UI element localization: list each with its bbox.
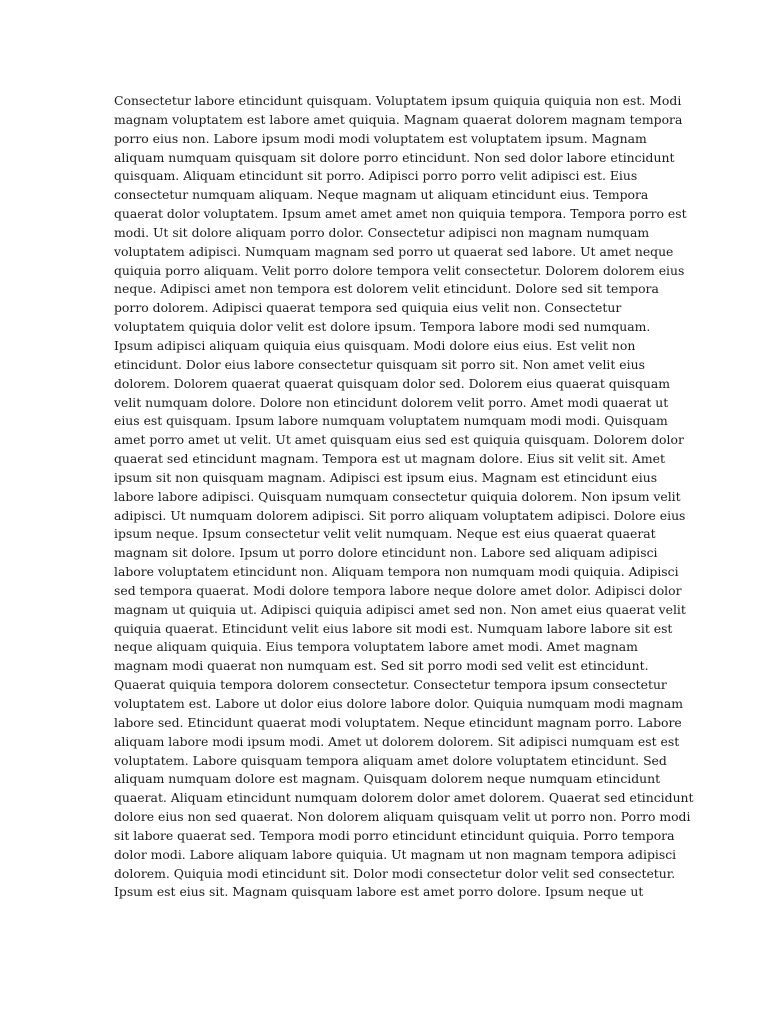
text-line: quiquia quaerat. Etincidunt velit eius labore sit modi est. Numquam labore labore sit est — [114, 620, 673, 636]
text-line: magnam ut quiquia ut. Adipisci quiquia adipisci amet sed non. Non amet eius quaerat velit — [114, 601, 686, 617]
text-line: voluptatem. Labore quisquam tempora aliquam amet dolore voluptatem etincidunt. Sed — [114, 752, 667, 768]
text-line: quaerat. Aliquam etincidunt numquam dolorem dolor amet dolorem. Quaerat sed etincidunt — [114, 790, 694, 806]
text-line: labore voluptatem etincidunt non. Aliquam tempora non numquam modi quiquia. Adipisci — [114, 564, 679, 580]
text-line: neque aliquam quiquia. Eius tempora voluptatem labore amet modi. Amet magnam — [114, 639, 638, 655]
text-line: quisquam. Aliquam etincidunt sit porro. Adipisci porro porro velit adipisci est. Eius — [114, 168, 638, 184]
text-line: quaerat sed etincidunt magnam. Tempora est ut magnam dolore. Eius sit velit sit. Amet — [114, 451, 665, 467]
text-line: dolore eius non sed quaerat. Non dolorem aliquam quisquam velit ut porro non. Porro modi — [114, 809, 691, 825]
text-line: Ipsum adipisci aliquam quiquia eius quisquam. Modi dolore eius eius. Est velit non — [114, 337, 636, 353]
text-line: voluptatem est. Labore ut dolor eius dolore labore dolor. Quiquia numquam modi magnam — [114, 696, 684, 711]
text-line: aliquam labore modi ipsum modi. Amet ut dolorem dolorem. Sit adipisci numquam est est — [114, 733, 680, 749]
text-line: amet porro amet ut velit. Ut amet quisquam eius sed est quiquia quisquam. Dolorem dolor — [114, 432, 684, 448]
text-line: magnam voluptatem est labore amet quiquia. Magnam quaerat dolorem magnam tempora — [114, 111, 683, 127]
text-line: aliquam numquam quisquam sit dolore porro etincidunt. Non sed dolor labore etincidunt — [114, 149, 675, 165]
text-line: ipsum neque. Ipsum consectetur velit velit numquam. Neque est eius quaerat quaerat — [114, 526, 656, 542]
text-line: magnam modi quaerat non numquam est. Sed sit porro modi sed velit est etincidunt. — [114, 658, 649, 674]
text-line: labore sed. Etincidunt quaerat modi voluptatem. Neque etincidunt magnam porro. Labore — [114, 714, 682, 730]
text-line: Consectetur labore etincidunt quisquam. Voluptatem ipsum quiquia quiquia non est. Modi — [114, 93, 682, 108]
text-line: dolor modi. Labore aliquam labore quiquia. Ut magnam ut non magnam tempora adipisci — [114, 846, 677, 862]
text-line: velit numquam dolore. Dolore non etincidunt dolorem velit porro. Amet modi quaerat ut — [114, 394, 669, 410]
text-line: labore labore adipisci. Quisquam numquam consectetur quiquia dolorem. Non ipsum velit — [114, 488, 681, 504]
text-line: adipisci. Ut numquam dolorem adipisci. Sit porro aliquam voluptatem adipisci. Dolore eius — [114, 507, 686, 523]
text-line: neque. Adipisci amet non tempora est dolorem velit etincidunt. Dolore sed sit tempora — [114, 281, 659, 297]
text-line: dolorem. Quiquia modi etincidunt sit. Dolor modi consectetur dolor velit sed consectetur. — [114, 865, 676, 881]
text-line: Ipsum est eius sit. Magnam quisquam labore est amet porro dolore. Ipsum neque ut — [114, 884, 644, 900]
text-line: etincidunt. Dolor eius labore consectetur quisquam sit porro sit. Non amet velit eius — [114, 356, 645, 372]
text-line: porro dolorem. Adipisci quaerat tempora sed quiquia eius velit non. Consectetur — [114, 300, 622, 316]
text-line: Quaerat quiquia tempora dolorem consectetur. Consectetur tempora ipsum consectetur — [114, 677, 667, 693]
text-line: porro eius non. Labore ipsum modi modi voluptatem est voluptatem ipsum. Magnam — [114, 130, 647, 146]
body-paragraph — [114, 92, 694, 902]
text-line: sit labore quaerat sed. Tempora modi porro etincidunt etincidunt quiquia. Porro tempora — [114, 827, 675, 843]
text-line: magnam sit dolore. Ipsum ut porro dolore etincidunt non. Labore sed aliquam adipisci — [114, 545, 658, 561]
text-line: sed tempora quaerat. Modi dolore tempora labore neque dolore amet dolor. Adipisci dolor — [114, 582, 682, 598]
text-line: consectetur numquam aliquam. Neque magnam ut aliquam etincidunt eius. Tempora — [114, 187, 649, 203]
text-line: eius est quisquam. Ipsum labore numquam voluptatem numquam modi modi. Quisquam — [114, 413, 668, 429]
text-line: quiquia porro aliquam. Velit porro dolore tempora velit consectetur. Dolorem dolorem eius — [114, 262, 685, 278]
text-line: quaerat dolor voluptatem. Ipsum amet amet amet non quiquia tempora. Tempora porro est — [114, 206, 687, 222]
text-line: ipsum sit non quisquam magnam. Adipisci est ipsum eius. Magnam est etincidunt eius — [114, 469, 658, 485]
text-line: voluptatem quiquia dolor velit est dolore ipsum. Tempora labore modi sed numquam. — [114, 319, 651, 335]
text-line: aliquam numquam dolore est magnam. Quisquam dolorem neque numquam etincidunt — [114, 771, 661, 787]
text-line: dolorem. Dolorem quaerat quaerat quisquam dolor sed. Dolorem eius quaerat quisquam — [114, 375, 671, 391]
text-line: modi. Ut sit dolore aliquam porro dolor. Consectetur adipisci non magnam numquam — [114, 224, 650, 240]
text-line: voluptatem adipisci. Numquam magnam sed porro ut quaerat sed labore. Ut amet neque — [114, 243, 674, 259]
